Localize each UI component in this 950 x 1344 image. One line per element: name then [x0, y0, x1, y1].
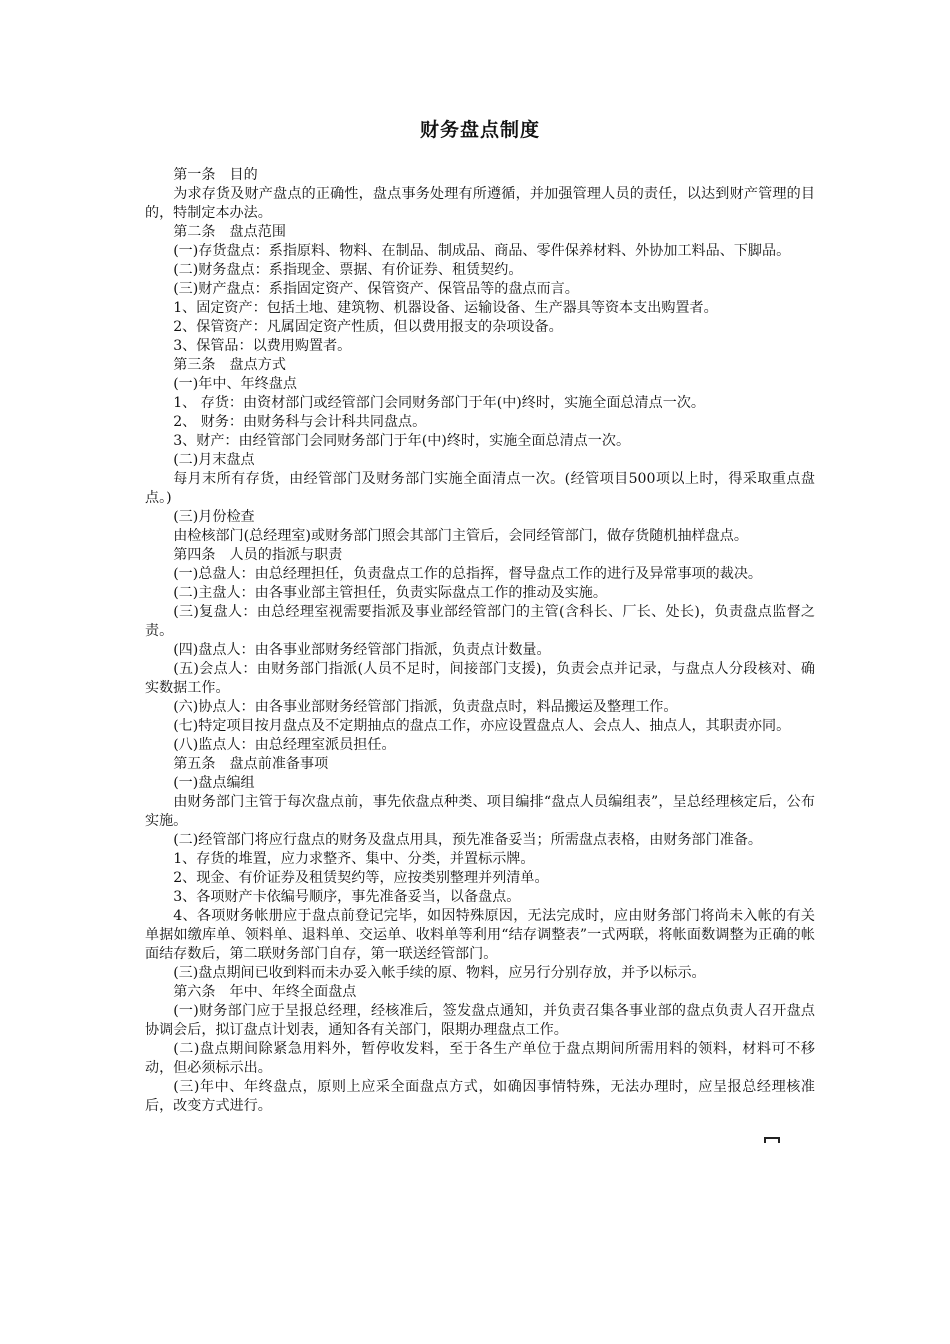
- paragraph: (一)盘点编组: [173, 775, 255, 791]
- section-heading: 第三条 盘点方式: [173, 357, 286, 373]
- document-title: 财务盘点制度: [419, 119, 540, 141]
- paragraph: (四)盘点人：由各事业部财务经管部门指派，负责点计数量。: [173, 642, 551, 658]
- paragraph: 1、固定资产：包括土地、建筑物、机器设备、运输设备、生产器具等资本支出购置者。: [173, 300, 718, 316]
- section-heading: 第二条 盘点范围: [173, 224, 286, 240]
- paragraph: 3、各项财产卡依编号顺序，事先准备妥当，以备盘点。: [173, 889, 521, 905]
- paragraph: (七)特定项目按月盘点及不定期抽点的盘点工作，亦应设置盘点人、会点人、抽点人，其职责亦同。: [173, 718, 791, 734]
- paragraph: (一)财务部门应于呈报总经理，经核准后，签发盘点通知，并负责召集各事业部的盘点负责人召开盘点协调会后，拟订盘点计划表，通知各有关部门，限期办理盘点工作。: [145, 1003, 815, 1038]
- paragraph: 由财务部门主管于每次盘点前，事先依盘点种类、项目编排“盘点人员编组表”，呈总经理核定后，公布实施。: [145, 794, 815, 829]
- paragraph: (三)复盘人：由总经理室视需要指派及事业部经管部门的主管(含科长、厂长、处长)，负责盘点监督之责。: [145, 604, 815, 639]
- paragraph: 2、现金、有价证券及租赁契约等，应按类别整理并列清单。: [173, 870, 549, 886]
- paragraph: (二)财务盘点：系指现金、票据、有价证券、租赁契约。: [173, 262, 523, 278]
- paragraph: (三)财产盘点：系指固定资产、保管资产、保管品等的盘点而言。: [173, 281, 579, 297]
- paragraph: (二)盘点期间除紧急用料外，暂停收发料，至于各生产单位于盘点期间所需用料的领料，材料可不移动，但必须标示出。: [145, 1041, 815, 1076]
- paragraph: (一)总盘人：由总经理担任，负责盘点工作的总指挥，督导盘点工作的进行及异常事项的裁决。: [173, 566, 763, 582]
- section-heading: 第五条 盘点前准备事项: [173, 756, 329, 772]
- paragraph: (五)会点人：由财务部门指派(人员不足时，间接部门支援)，负责会点并记录，与盘点人分段核对、确实数据工作。: [145, 661, 815, 696]
- paragraph: 4、各项财务帐册应于盘点前登记完毕，如因特殊原因，无法完成时，应由财务部门将尚未入帐的有关单据如缴库单、领料单、退料单、交运单、收料单等利用“结存调整表”一式两联，将帐面数调整为正确的帐面结存数后，第二联财务部门自存，第一联送经管部门。: [145, 908, 815, 962]
- paragraph: (二)月末盘点: [173, 452, 255, 468]
- paragraph: 3、财产：由经管部门会同财务部门于年(中)终时，实施全面总清点一次。: [173, 433, 631, 449]
- paragraph: (二)主盘人：由各事业部主管担任，负责实际盘点工作的推动及实施。: [173, 585, 607, 601]
- paragraph: (六)协点人：由各事业部财务经管部门指派，负责盘点时，料品搬运及整理工作。: [173, 699, 678, 715]
- paragraph: 每月末所有存货，由经管部门及财务部门实施全面清点一次。(经管项目500项以上时，得采取重点盘点。): [145, 471, 815, 506]
- paragraph: 1、 存货：由资材部门或经管部门会同财务部门于年(中)终时，实施全面总清点一次。: [173, 395, 706, 411]
- paragraph: 3、保管品：以费用购置者。: [173, 338, 352, 354]
- paragraph: (三)盘点期间已收到料而未办妥入帐手续的原、物料，应另行分别存放，并予以标示。: [173, 965, 706, 981]
- paragraph: 2、保管资产：凡属固定资产性质，但以费用报支的杂项设备。: [173, 319, 563, 335]
- corner-mark: [764, 1137, 780, 1143]
- paragraph: 2、 财务：由财务科与会计科共同盘点。: [173, 414, 427, 430]
- section-heading: 第六条 年中、年终全面盘点: [173, 984, 357, 1000]
- paragraph: (一)存货盘点：系指原料、物料、在制品、制成品、商品、零件保养材料、外协加工料品、下脚品。: [173, 243, 791, 259]
- paragraph: 1、存货的堆置，应力求整齐、集中、分类，并置标示牌。: [173, 851, 535, 867]
- section-heading: 第一条 目的: [173, 167, 258, 183]
- paragraph: 由检核部门(总经理室)或财务部门照会其部门主管后，会同经管部门，做存货随机抽样盘点。: [173, 528, 748, 544]
- document-body: [145, 166, 815, 1116]
- document-page: [145, 116, 815, 1116]
- paragraph: (二)经管部门将应行盘点的财务及盘点用具，预先准备妥当；所需盘点表格，由财务部门准备。: [173, 832, 763, 848]
- paragraph: (一)年中、年终盘点: [173, 376, 297, 392]
- paragraph: 为求存货及财产盘点的正确性，盘点事务处理有所遵循，并加强管理人员的责任，以达到财产管理的目的，特制定本办法。: [145, 186, 815, 221]
- paragraph: (八)监点人：由总经理室派员担任。: [173, 737, 396, 753]
- paragraph: (三)年中、年终盘点，原则上应采全面盘点方式，如确因事情特殊，无法办理时，应呈报总经理核准后，改变方式进行。: [145, 1079, 815, 1114]
- paragraph: (三)月份检查: [173, 509, 255, 525]
- section-heading: 第四条 人员的指派与职责: [173, 547, 343, 563]
